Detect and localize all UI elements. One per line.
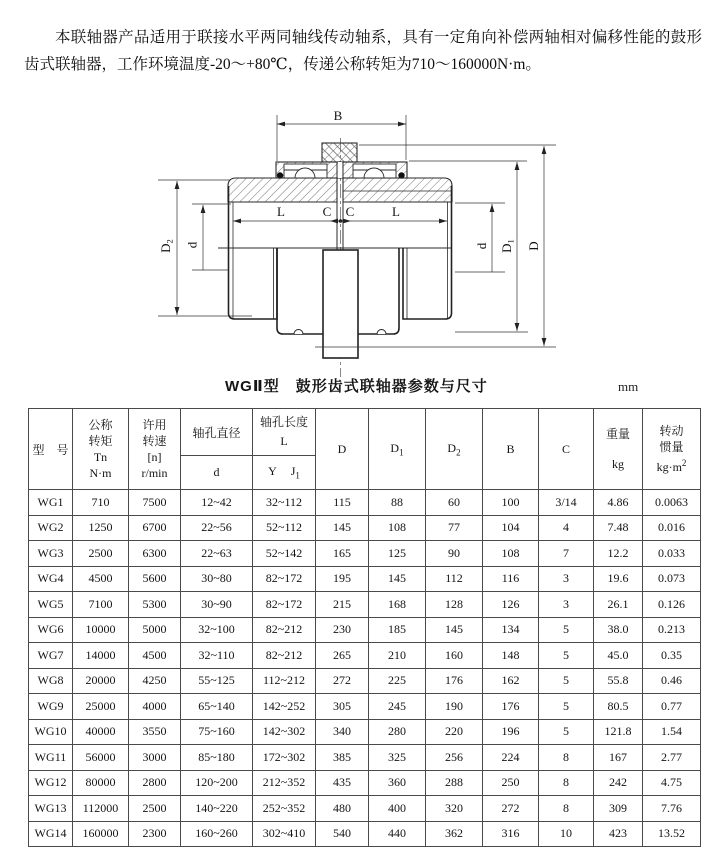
table-cell: 280 [369,719,426,745]
table-cell: 2300 [129,821,181,847]
table-cell: 2.77 [643,745,701,771]
table-cell: 2500 [73,541,129,567]
col-header-speed: 许用 转速 [n] r/min [129,409,181,490]
table-cell: 19.6 [594,566,643,592]
table-cell: WG5 [29,592,73,618]
table-cell: 362 [426,821,483,847]
table-cell: 0.0063 [643,490,701,516]
table-cell: 8 [539,770,594,796]
coupling-diagram [0,0,725,400]
col-header-torque: 公称 转矩 Tn N·m [73,409,129,490]
table-cell: 6700 [129,515,181,541]
table-cell: 160 [426,643,483,669]
table-cell: 4500 [73,566,129,592]
table-cell: 145 [316,515,369,541]
dim-label-l-right: L [392,204,400,219]
table-cell: 5 [539,719,594,745]
table-cell: 1.54 [643,719,701,745]
table-cell: 32~110 [181,643,253,669]
dim-label-b: B [333,108,343,123]
table-cell: 3550 [129,719,181,745]
table-cell: 20000 [73,668,129,694]
table-cell: 423 [594,821,643,847]
table-cell: 116 [483,566,539,592]
table-cell: 540 [316,821,369,847]
table-cell: 22~63 [181,541,253,567]
col-header-d2: $D_2$ [426,409,483,490]
table-cell: 185 [369,617,426,643]
table-cell: 77 [426,515,483,541]
col-header-d1: $D_1$ [369,409,426,490]
table-cell: 176 [426,668,483,694]
table-row [29,770,701,796]
table-cell: 82~212 [253,617,316,643]
table-cell: 340 [316,719,369,745]
dimension-arrows [175,122,547,346]
table-cell: 22~56 [181,515,253,541]
col-header-weight: 重量 kg [594,409,643,490]
table-body [29,490,701,847]
table-cell: 224 [483,745,539,771]
table-cell: WG4 [29,566,73,592]
table-cell: 126 [483,592,539,618]
table-cell: 316 [483,821,539,847]
table-cell: 80000 [73,770,129,796]
table-cell: 5 [539,617,594,643]
table-cell: 108 [483,541,539,567]
table-cell: 256 [426,745,483,771]
table-cell: WG2 [29,515,73,541]
table-cell: 0.073 [643,566,701,592]
col-header-c: C [539,409,594,490]
table-cell: 320 [426,796,483,822]
table-cell: 0.213 [643,617,701,643]
table-cell: 3 [539,566,594,592]
table-cell: 0.126 [643,592,701,618]
table-cell: 225 [369,668,426,694]
table-cell: 385 [316,745,369,771]
table-cell: 32~112 [253,490,316,516]
seal-assembly-left [284,164,327,178]
col-header-d: D [316,409,369,490]
table-cell: 145 [369,566,426,592]
table-cell: 305 [316,694,369,720]
table-cell: 190 [426,694,483,720]
table-cell: 26.1 [594,592,643,618]
gear-ring-right [403,186,452,319]
table-cell: 272 [316,668,369,694]
table-cell: WG12 [29,770,73,796]
table-cell: 52~112 [253,515,316,541]
col-header-bore-diameter: 轴孔直径 [181,409,253,456]
table-cell: 0.46 [643,668,701,694]
table-cell: 195 [316,566,369,592]
table-cell: 167 [594,745,643,771]
intro-paragraph: 本联轴器产品适用于联接水平两同轴线传动轴系，具有一定角向补偿两轴相对偏移性能的鼓形齿式联轴器，工作环境温度-20～+80℃，传递公称转矩为710～160000N·m。 [24,28,702,73]
table-cell: 1250 [73,515,129,541]
table-cell: 8 [539,745,594,771]
table-cell: WG9 [29,694,73,720]
flange-half-right [358,248,399,334]
dim-label-c-left: C [322,204,332,219]
table-cell: 160~260 [181,821,253,847]
table-cell: 112 [426,566,483,592]
table-cell: 4000 [129,694,181,720]
table-cell: 30~80 [181,566,253,592]
table-cell: 112000 [73,796,129,822]
table-cell: WG7 [29,643,73,669]
table-row [29,541,701,567]
table-cell: 108 [369,515,426,541]
table-cell: 710 [73,490,129,516]
table-cell: 400 [369,796,426,822]
table-cell: 104 [483,515,539,541]
table-cell: 88 [369,490,426,516]
table-cell: 230 [316,617,369,643]
table-cell: 142~302 [253,719,316,745]
table-cell: 480 [316,796,369,822]
table-cell: 440 [369,821,426,847]
table-cell: 32~100 [181,617,253,643]
table-cell: 85~180 [181,745,253,771]
table-row [29,719,701,745]
shaft [323,250,358,358]
table-cell: 168 [369,592,426,618]
seal-assembly-right [353,164,396,178]
table-cell: 45.0 [594,643,643,669]
table-cell: 5600 [129,566,181,592]
table-cell: 40000 [73,719,129,745]
dim-label-d-right: d [474,242,489,250]
table-cell: 4 [539,515,594,541]
table-cell: 7500 [129,490,181,516]
table-cell: 272 [483,796,539,822]
table-cell: WG10 [29,719,73,745]
table-cell: 325 [369,745,426,771]
spec-table [28,408,701,847]
table-row [29,821,701,847]
table-cell: 140~220 [181,796,253,822]
dim-label-d-big: D [526,241,541,251]
table-cell: 6300 [129,541,181,567]
table-cell: 12.2 [594,541,643,567]
table-cell: 288 [426,770,483,796]
table-unit-label: mm [618,379,639,394]
table-cell: 0.35 [643,643,701,669]
table-cell: 435 [316,770,369,796]
col-header-bore-diameter-d: d [181,456,253,490]
table-cell: 210 [369,643,426,669]
table-cell: 25000 [73,694,129,720]
table-cell: 121.8 [594,719,643,745]
table-cell: 4.75 [643,770,701,796]
col-header-b: B [483,409,539,490]
dim-label-d1: D1 [499,239,516,253]
table-cell: 56000 [73,745,129,771]
table-cell: 265 [316,643,369,669]
sleeve-section [228,178,452,202]
table-cell: 220 [426,719,483,745]
table-row [29,694,701,720]
table-cell: WG11 [29,745,73,771]
table-cell: 0.016 [643,515,701,541]
table-row [29,643,701,669]
table-row [29,617,701,643]
table-row [29,566,701,592]
table-cell: 302~410 [253,821,316,847]
dim-label-c-right: C [345,204,355,219]
table-cell: 250 [483,770,539,796]
table-cell: 128 [426,592,483,618]
table-cell: 13.52 [643,821,701,847]
table-cell: 7.48 [594,515,643,541]
table-cell: 5000 [129,617,181,643]
table-cell: 90 [426,541,483,567]
table-row [29,796,701,822]
table-cell: 3000 [129,745,181,771]
table-cell: WG1 [29,490,73,516]
col-header-model: 型 号 [29,409,73,490]
table-cell: 4500 [129,643,181,669]
table-row [29,592,701,618]
table-cell: 125 [369,541,426,567]
table-cell: 7.76 [643,796,701,822]
table-cell: 7100 [73,592,129,618]
table-cell: 112~212 [253,668,316,694]
table-cell: 82~172 [253,566,316,592]
table-row [29,668,701,694]
table-cell: 172~302 [253,745,316,771]
table-cell: 5 [539,694,594,720]
table-caption: WGⅡ型 鼓形齿式联轴器参数与尺寸 [225,378,488,395]
table-cell: 3 [539,592,594,618]
table-cell: 55.8 [594,668,643,694]
table-cell: 142~252 [253,694,316,720]
table-cell: 148 [483,643,539,669]
table-cell: 10 [539,821,594,847]
table-cell: 52~142 [253,541,316,567]
table-cell: 4.86 [594,490,643,516]
table-cell: 30~90 [181,592,253,618]
table-cell: 212~352 [253,770,316,796]
table-cell: 10000 [73,617,129,643]
table-cell: 0.77 [643,694,701,720]
table-cell: 120~200 [181,770,253,796]
dim-label-d2: D2 [158,239,175,253]
table-cell: 3/14 [539,490,594,516]
table-cell: 2500 [129,796,181,822]
table-cell: 80.5 [594,694,643,720]
dim-label-d-left: d [184,241,200,249]
table-cell: 252~352 [253,796,316,822]
table-cell: 145 [426,617,483,643]
gear-ring-left [229,186,278,319]
table-cell: 65~140 [181,694,253,720]
table-cell: 309 [594,796,643,822]
col-header-bore-length-yj: Y $J_1$ [253,456,316,490]
table-cell: 55~125 [181,668,253,694]
col-header-inertia: 转动 惯量 $kg\cdot m^2$ [643,409,701,490]
dim-label-l-left: L [277,204,285,219]
table-cell: 100 [483,490,539,516]
table-cell: 4250 [129,668,181,694]
table-row [29,490,701,516]
table-cell: WG8 [29,668,73,694]
table-cell: WG6 [29,617,73,643]
table-cell: 115 [316,490,369,516]
table-row [29,515,701,541]
table-cell: 75~160 [181,719,253,745]
table-cell: 82~172 [253,592,316,618]
table-cell: 5 [539,643,594,669]
table-cell: WG14 [29,821,73,847]
table-cell: 38.0 [594,617,643,643]
table-cell: 14000 [73,643,129,669]
spacer-gap [338,162,342,178]
table-cell: 162 [483,668,539,694]
table-cell: WG3 [29,541,73,567]
table-cell: 5300 [129,592,181,618]
col-header-bore-length: 轴孔长度 L [253,409,316,456]
table-cell: 245 [369,694,426,720]
table-cell: 60 [426,490,483,516]
table-cell: 196 [483,719,539,745]
table-cell: 165 [316,541,369,567]
table-cell: 242 [594,770,643,796]
flange-half-left [277,248,323,334]
table-cell: WG13 [29,796,73,822]
table-cell: 0.033 [643,541,701,567]
table-cell: 134 [483,617,539,643]
table-row [29,745,701,771]
table-cell: 8 [539,796,594,822]
table-cell: 82~212 [253,643,316,669]
table-cell: 5 [539,668,594,694]
table-cell: 176 [483,694,539,720]
table-cell: 360 [369,770,426,796]
table-cell: 12~42 [181,490,253,516]
table-cell: 2800 [129,770,181,796]
table-cell: 160000 [73,821,129,847]
table-cell: 7 [539,541,594,567]
table-cell: 215 [316,592,369,618]
